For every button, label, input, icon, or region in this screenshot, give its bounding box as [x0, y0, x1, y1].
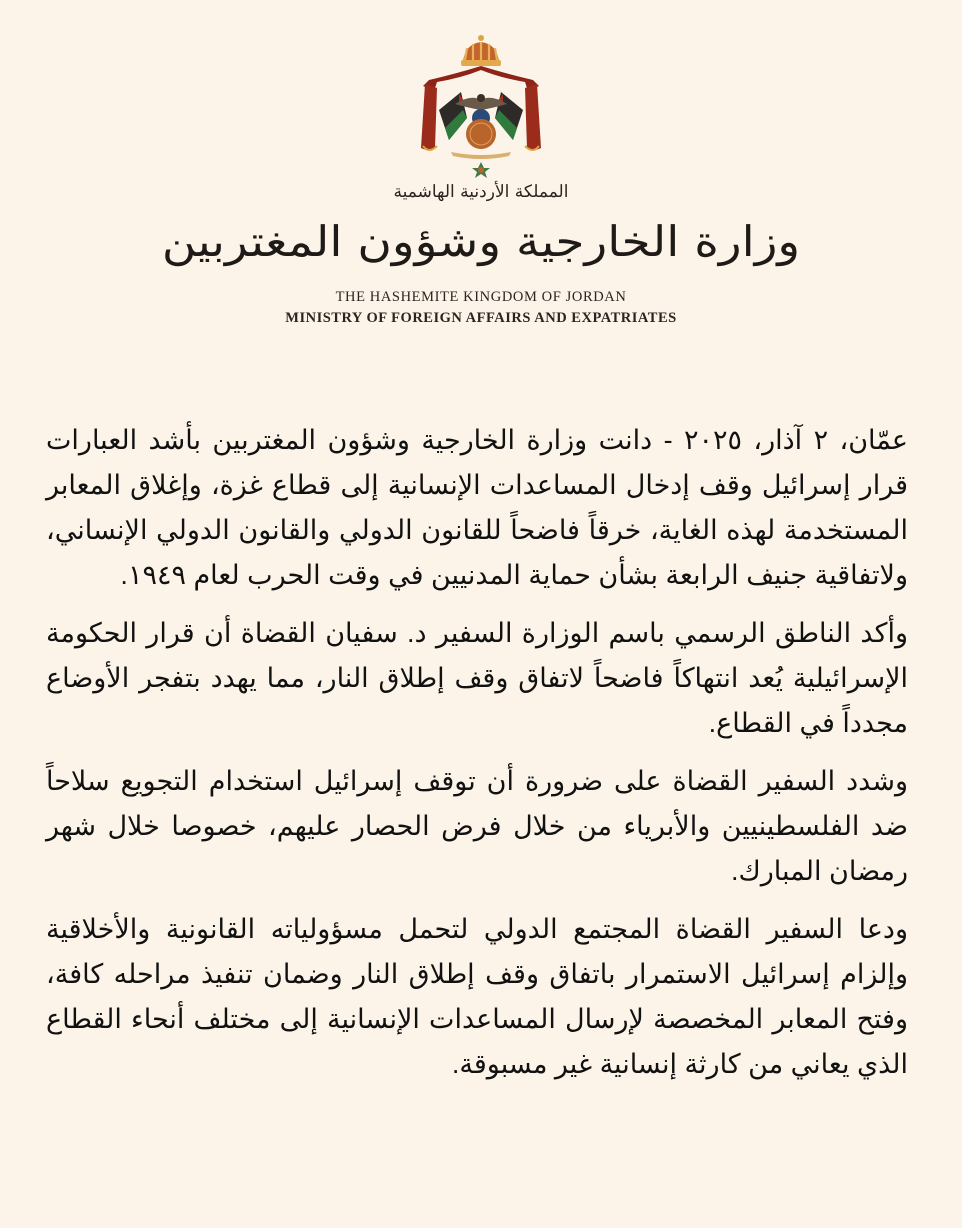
star-medal-icon: [472, 162, 490, 178]
english-ministry-name: MINISTRY OF FOREIGN AFFAIRS AND EXPATRIATES: [285, 310, 677, 326]
english-kingdom-name: THE HASHEMITE KINGDOM OF JORDAN: [335, 289, 627, 305]
statement-paragraph: وشدد السفير القضاة على ضرورة أن توقف إسرائيل استخدام التجويع سلاحاً ضد الفلسطينيين والأبرياء من خلال فرض الحصار عليهم، خصوصا خلال شهر رمضان المبارك.: [46, 766, 908, 886]
press-statement: [46, 418, 908, 1100]
letterhead: [0, 0, 962, 340]
crown-icon: [461, 35, 501, 66]
statement-paragraph: ودعا السفير القضاة المجتمع الدولي لتحمل مسؤولياته القانونية والأخلاقية وإلزام إسرائيل الاستمرار باتفاق وقف إطلاق النار وضمان تنفيذ مراحله كافة، وفتح المعابر المخصصة لإرسال المساعدات الإنسانية إلى مختلف أنحاء القطاع الذي يعاني من كارثة إنسانية غير مسبوقة.: [46, 914, 908, 1079]
arabic-ministry-name: وزارة الخارجية وشؤون المغتربين: [161, 217, 801, 266]
statement-paragraph: عمّان، ٢ آذار، ٢٠٢٥ - دانت وزارة الخارجية وشؤون المغتربين بأشد العبارات قرار إسرائيل وقف إدخال المساعدات الإنسانية إلى قطاع غزة، وإغلاق المعابر المستخدمة لهذه الغاية، خرقاً فاضحاً للقانون الدولي والقانون الدولي الإنساني، ولاتفاقية جنيف الرابعة بشأن حماية المدنيين في وقت الحرب لعام ١٩٤٩.: [46, 425, 908, 590]
arabic-kingdom-name: المملكة الأردنية الهاشمية: [393, 182, 569, 202]
coat-of-arms-icon: [415, 30, 547, 180]
statement-paragraph: وأكد الناطق الرسمي باسم الوزارة السفير د. سفيان القضاة أن قرار الحكومة الإسرائيلية يُعد انتهاكاً فاضحاً لاتفاق وقف إطلاق النار، مما يهدد بتفجر الأوضاع مجدداً في القطاع.: [46, 618, 908, 738]
